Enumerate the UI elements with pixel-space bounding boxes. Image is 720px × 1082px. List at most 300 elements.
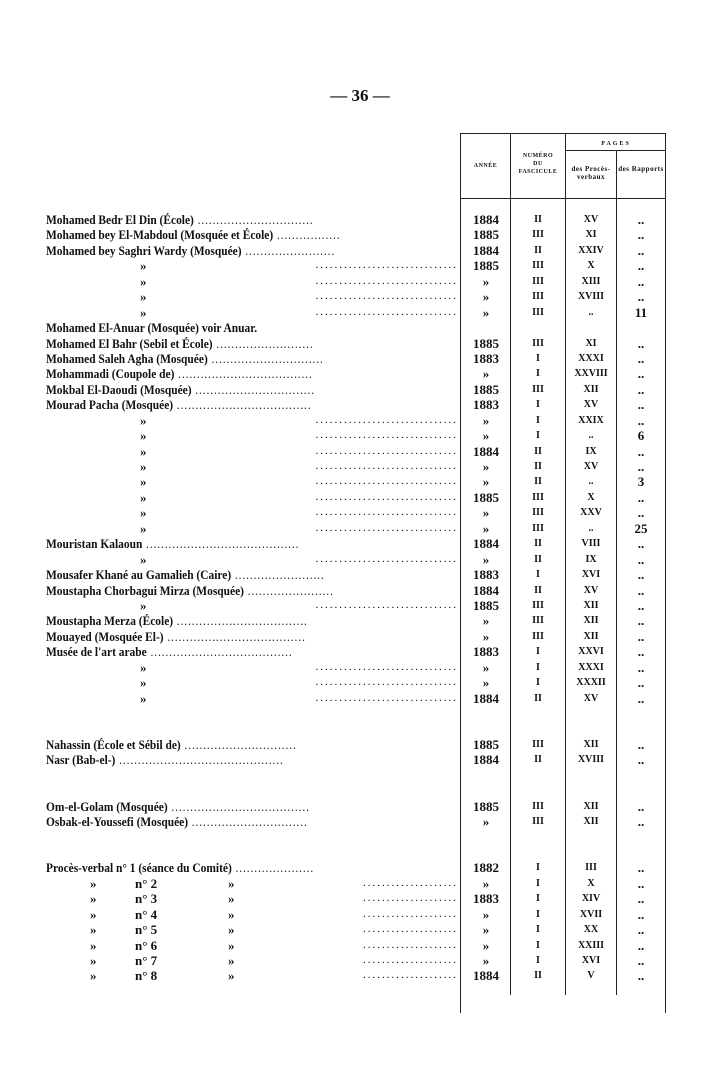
entry-rapports-page: 25 [634,520,648,536]
entry-proces-verbaux-page: XI [585,229,597,241]
entry-proces-verbaux-page: XVI [581,569,601,581]
entry-proces-verbaux-page: XI [585,337,597,349]
ditto-mark: » [90,906,97,922]
table-row [0,613,720,628]
entry-rapports-page: .. [637,536,645,552]
entry-name-ditto: » [140,659,147,675]
entry-rapports-page: .. [637,798,645,814]
entry-proces-verbaux-page: .. [588,476,594,488]
header-proces [567,165,615,181]
entry-year: » [482,412,490,428]
entry-name-text: Mouayed (Mosquée El-) [46,628,164,644]
entry-rapports-page: .. [637,582,645,598]
table-row [0,243,720,258]
dot-leader: ........................ [241,242,336,258]
entry-fascicule: III [532,383,544,395]
entry-rapports-page: .. [637,366,645,382]
entry-year: 1885 [473,798,499,814]
entry-rapports-page: .. [637,675,645,691]
dot-leader: .................... [363,923,458,936]
entry-rapports-page: .. [637,227,645,243]
entry-rapports-page: .. [637,273,645,289]
entry-rapports-page: .. [637,335,645,351]
table-row [0,382,720,397]
table-top-rule [460,133,666,134]
entry-proces-verbaux-page: .. [588,306,594,318]
entry-rapports-page: .. [637,752,645,768]
entry-rapports-page: .. [637,459,645,474]
entry-name-text: Mohammadi (Coupole de) [46,366,175,382]
entry-name [46,366,313,381]
spacer-row [0,768,720,783]
entry-name-text: Mohamed El-Anuar (Mosquée) voir Anuar. [46,320,258,336]
entry-fascicule: III [532,306,544,318]
entry-rapports-page: .. [637,860,645,876]
entry-fascicule: I [536,677,540,689]
entry-fascicule: III [532,260,544,272]
entry-year: 1883 [473,644,499,660]
entry-year: 1884 [473,968,499,984]
entry-proces-verbaux-page: XVIII [577,291,605,303]
dot-leader: .............................. [315,521,458,534]
entry-proces-verbaux-page: XXIV [578,244,604,256]
entry-year: » [482,289,490,305]
entry-rapports-page: .. [637,597,645,613]
entry-year: » [482,304,490,320]
entry-proces-verbaux-page: V [587,970,595,982]
entry-name [46,737,297,752]
entry-rapports-page: .. [637,906,645,922]
table-row [0,567,720,582]
entry-fascicule: III [532,507,544,519]
dot-leader: .............................. [180,736,297,752]
entry-fascicule: III [532,800,544,812]
entry-proces-verbaux-page: X [587,260,595,272]
table-row [0,336,720,351]
entry-proces-verbaux-page: XXXI [578,661,604,673]
entry-proces-verbaux-page: XII [583,383,599,395]
entry-year: » [482,659,490,675]
entry-year: » [482,953,490,968]
index-table-body [0,212,720,984]
entry-fascicule: II [534,244,542,256]
entry-name [46,336,314,351]
entry-year: 1882 [473,860,499,876]
entry-rapports-page: .. [637,381,645,397]
entry-name [46,227,341,242]
entry-name-text: Musée de l'art arabe [46,644,147,660]
entry-rapports-page: .. [637,397,645,413]
dot-leader: .................... [363,892,458,905]
entry-year: 1883 [473,567,499,583]
proces-verbal-number: n° 6 [135,937,158,953]
table-row [0,922,720,937]
table-row [0,691,720,706]
entry-rapports-page: .. [637,289,645,305]
dot-leader: .............................. [315,413,458,426]
dot-leader: .............................. [315,305,458,318]
proces-verbal-number: n° 2 [135,875,158,891]
header-pages-label: PAGES [601,141,631,147]
entry-year: » [482,906,490,922]
entry-rapports-page: .. [637,814,645,830]
dot-leader: .............................. [315,691,458,704]
table-row [0,521,720,536]
entry-rapports-page: .. [637,212,645,227]
entry-proces-verbaux-page: XV [583,214,599,225]
entry-year: » [482,814,490,830]
dot-leader: .............................. [315,429,458,442]
table-row [0,644,720,659]
dot-leader: .............................. [315,506,458,519]
entry-name [46,799,310,814]
table-row [0,474,720,489]
entry-fascicule: I [536,877,540,889]
entry-proces-verbaux-page: XV [583,461,599,472]
entry-proces-verbaux-page: XV [583,584,599,596]
entry-rapports-page: 3 [637,474,645,490]
entry-name-text: Procès-verbal n° 1 (séance du Comité) [46,860,232,876]
entry-name-ditto: » [140,304,147,320]
entry-proces-verbaux-page: XII [583,599,599,611]
entry-fascicule: II [534,461,542,472]
ditto-mark: » [90,891,97,907]
entry-fascicule: III [532,275,544,287]
entry-fascicule: II [534,692,542,704]
dot-leader: ................................ [191,381,315,397]
entry-rapports-page: .. [637,613,645,629]
entry-rapports-page: .. [637,258,645,274]
entry-fascicule: I [536,893,540,905]
dot-leader: ................................... [173,613,308,629]
table-row [0,953,720,968]
dot-leader: ............................... [193,212,314,227]
dot-leader: ..................................... [163,628,306,644]
entry-fascicule: II [534,214,542,225]
table-row [0,814,720,829]
entry-rapports-page: .. [637,690,645,706]
entry-fascicule: I [536,569,540,581]
entry-rapports-page: .. [637,412,645,428]
entry-name-text: Moustapha Chorbagui Mirza (Mosquée) [46,582,244,598]
entry-rapports-page: .. [637,736,645,752]
entry-name-text: Mohamed Saleh Agha (Mosquée) [46,350,208,366]
entry-proces-verbaux-page: XXVI [578,646,604,658]
entry-proces-verbaux-page: IX [585,445,597,457]
entry-fascicule: I [536,939,540,951]
entry-rapports-page: .. [637,489,645,505]
entry-fascicule: I [536,646,540,658]
table-row [0,907,720,922]
entry-name [46,814,308,829]
entry-name-ditto: » [140,505,147,521]
entry-fascicule: III [532,522,544,534]
entry-rapports-page: .. [637,567,645,583]
entry-name [46,351,324,366]
entry-proces-verbaux-page: XXIII [577,939,605,951]
entry-name [46,382,315,397]
spacer-row [0,721,720,736]
entry-fascicule: III [532,337,544,349]
table-row [0,660,720,675]
ditto-mark: » [228,968,235,984]
entry-proces-verbaux-page: XV [583,692,599,704]
table-row [0,351,720,366]
table-row [0,536,720,551]
table-row [0,212,720,227]
spacer-row [0,845,720,860]
entry-rapports-page: .. [637,659,645,675]
dot-leader: .................................... [174,366,313,382]
entry-name-ditto: » [140,428,147,444]
entry-rapports-page: .. [637,443,645,459]
entry-year: 1885 [473,227,499,243]
entry-rapports-page: .. [637,968,645,984]
entry-rapports-page: .. [637,875,645,891]
entry-proces-verbaux-page: III [585,862,597,874]
dot-leader: ..................................... [167,798,310,814]
entry-proces-verbaux-page: XVII [579,908,603,920]
entry-year: 1884 [473,752,499,768]
entry-year: » [482,628,490,644]
table-row [0,876,720,891]
entry-year: 1885 [473,597,499,613]
table-row [0,397,720,412]
entry-name-text: Moustapha Merza (École) [46,613,174,629]
entry-fascicule: I [536,352,540,364]
table-row [0,366,720,381]
entry-year: » [482,675,490,691]
dot-leader: .............................. [207,350,324,366]
header-annee-label: ANNÉE [473,163,498,169]
entry-year: » [482,505,490,521]
entry-year: 1884 [473,242,499,258]
entry-fascicule: III [532,816,544,828]
entry-proces-verbaux-page: XII [583,615,599,627]
dot-leader: .................... [363,969,458,982]
entry-name-text: Osbak-el-Youssefi (Mosquée) [46,814,189,830]
entry-fascicule: III [532,630,544,642]
entry-year: » [482,613,490,629]
table-row [0,552,720,567]
entry-name-ditto: » [140,258,147,274]
table-row [0,444,720,459]
table-row [0,583,720,598]
table-row [0,891,720,906]
entry-name-text: Mourad Pacha (Mosquée) [46,397,174,413]
entry-year: 1885 [473,258,499,274]
spacer-row [0,830,720,845]
entry-rapports-page: .. [637,551,645,567]
entry-name-text: Nasr (Bab-el-) [46,752,116,768]
entry-name-text: Mohamed bey El-Mabdoul (Mosquée et École) [46,227,274,243]
dot-leader: .................... [363,938,458,951]
dot-leader: .............................. [315,490,458,503]
header-rapports-label: des Rapports [618,165,664,173]
header-numero [511,152,565,176]
table-row [0,968,720,983]
table-row [0,305,720,320]
table-row [0,598,720,613]
table-row [0,629,720,644]
entry-fascicule: I [536,908,540,920]
ditto-mark: » [90,922,97,938]
entry-fascicule: III [532,491,544,503]
header-bottom-rule [460,198,666,199]
entry-fascicule: I [536,430,540,442]
table-row [0,752,720,767]
entry-name-text: Mohamed El Bahr (Sebil et École) [46,335,213,351]
dot-leader: .............................. [315,660,458,673]
dot-leader: .............................. [315,552,458,565]
entry-rapports-page: 6 [637,428,645,444]
dot-leader: ...................................... [146,644,293,660]
entry-proces-verbaux-page: XXIX [578,414,604,426]
entry-proces-verbaux-page: XVI [581,955,601,966]
proces-verbal-number: n° 8 [135,968,158,984]
table-row [0,860,720,875]
entry-rapports-page: .. [637,922,645,938]
header-fascicule-label: FASCICULE [518,169,558,175]
entry-year: 1884 [473,212,499,227]
entry-name-text: Nahassin (École et Sébil de) [46,736,181,752]
ditto-mark: » [228,875,235,891]
entry-proces-verbaux-page: VIII [581,538,601,550]
entry-year: » [482,474,490,490]
entry-rapports-page: .. [637,628,645,644]
table-row [0,459,720,474]
entry-name-ditto: » [140,520,147,536]
table-row [0,258,720,273]
entry-proces-verbaux-page: .. [588,522,594,534]
entry-name-ditto: » [140,489,147,505]
entry-fascicule: I [536,399,540,411]
entry-rapports-page: .. [637,937,645,953]
entry-name-text: Mokbal El-Daoudi (Mosquée) [46,381,192,397]
entry-proces-verbaux-page: .. [588,430,594,442]
entry-fascicule: III [532,291,544,303]
entry-fascicule: I [536,368,540,380]
entry-rapports-page: .. [637,242,645,258]
entry-year: 1885 [473,489,499,505]
header-pages [566,140,666,148]
entry-year: » [482,366,490,382]
entry-name-ditto: » [140,459,147,474]
entry-name [46,243,335,258]
entry-proces-verbaux-page: X [587,877,595,889]
entry-proces-verbaux-page: XII [583,816,599,828]
entry-proces-verbaux-page: XII [583,630,599,642]
header-numero-label: NUMÉRO [522,153,554,159]
entry-year: 1885 [473,736,499,752]
entry-fascicule: III [532,615,544,627]
entry-year: 1885 [473,335,499,351]
entry-name [46,320,257,335]
entry-rapports-page: .. [637,350,645,366]
entry-rapports-page: .. [637,891,645,907]
table-row [0,938,720,953]
entry-proces-verbaux-page: XIII [581,275,601,287]
entry-fascicule: III [532,229,544,241]
entry-year: » [482,922,490,938]
entry-rapports-page: .. [637,644,645,660]
dot-leader: .............................. [315,259,458,272]
entry-rapports-page: .. [637,505,645,521]
entry-name-text: Mousafer Khané au Gamalieh (Caire) [46,567,232,583]
entry-year: » [482,520,490,536]
ditto-mark: » [90,953,97,968]
entry-proces-verbaux-page: XII [583,800,599,812]
entry-fascicule: I [536,924,540,936]
entry-rapports-page: 11 [634,304,648,320]
entry-proces-verbaux-page: XXXII [576,677,606,689]
entry-year: » [482,428,490,444]
entry-fascicule: III [532,599,544,611]
dot-leader: .................... [363,907,458,920]
dot-leader: ....................... [243,582,334,598]
header-proces-label: des Procès-verbaux [571,165,611,181]
entry-name-ditto: » [140,412,147,428]
entry-name-text: Om-el-Golam (Mosquée) [46,798,168,814]
ditto-mark: » [90,968,97,984]
entry-proces-verbaux-page: XII [583,738,599,750]
entry-name-ditto: » [140,675,147,691]
entry-year: 1883 [473,350,499,366]
dot-leader: .............................. [315,444,458,457]
table-row [0,737,720,752]
entry-proces-verbaux-page: XX [583,924,599,936]
proces-verbal-number: n° 3 [135,891,158,907]
entry-fascicule: II [534,970,542,982]
dot-leader: ......................................... [142,536,300,552]
entry-proces-verbaux-page: XXXI [578,352,604,364]
entry-year: » [482,875,490,891]
entry-fascicule: I [536,862,540,874]
entry-proces-verbaux-page: XXVIII [574,368,608,380]
table-row [0,428,720,443]
entry-name [46,629,306,644]
proces-verbal-number: n° 7 [135,953,158,968]
table-row [0,675,720,690]
entry-fascicule: I [536,414,540,426]
dot-leader: .............................. [315,460,458,472]
entry-name-text: Mohamed Bedr El Din (École) [46,212,194,227]
header-annee [461,162,510,170]
entry-name [46,397,311,412]
entry-year: » [482,551,490,567]
entry-fascicule: II [534,445,542,457]
entry-year: 1883 [473,891,499,907]
entry-proces-verbaux-page: X [587,491,595,503]
dot-leader: ..................... [231,860,315,876]
dot-leader: .............................. [315,290,458,303]
entry-name-ditto: » [140,597,147,613]
entry-fascicule: I [536,955,540,966]
entry-year: 1885 [473,381,499,397]
entry-name-ditto: » [140,551,147,567]
entry-name [46,536,299,551]
entry-year: 1884 [473,690,499,706]
proces-verbal-number: n° 4 [135,906,158,922]
entry-proces-verbaux-page: XVIII [577,754,605,766]
entry-fascicule: II [534,538,542,550]
entry-year: 1884 [473,443,499,459]
page-number: — 36 — [330,86,390,105]
ditto-mark: » [228,922,235,938]
dot-leader: .................... [363,954,458,966]
ditto-mark: » [90,875,97,891]
entry-name-ditto: » [140,273,147,289]
